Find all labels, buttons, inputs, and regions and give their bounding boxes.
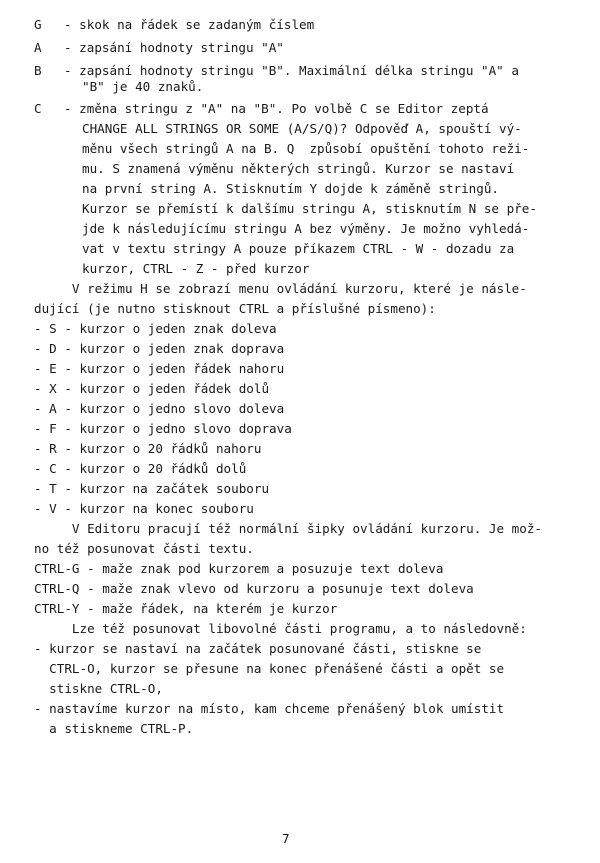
command-desc-c-line: - změna stringu z "A" na "B". Po volbě C se Editor zeptá [64, 101, 489, 116]
command-key-g: G [34, 17, 42, 32]
command-key-b: B [34, 63, 42, 78]
list-item: - E - kurzor o jeden řádek nahoru [34, 361, 285, 376]
paragraph-line: dující (je nutno stisknout CTRL a příslušné písmeno): [34, 301, 436, 316]
list-item: - C - kurzor o 20 řádků dolů [34, 461, 247, 476]
command-desc-c-line: kurzor, CTRL - Z - před kurzor [82, 261, 310, 276]
command-desc-c-line: vat v textu stringy A pouze příkazem CTRL - W - dozadu za [82, 241, 515, 256]
paragraph-line: CTRL-O, kurzor se přesune na konec přenášené části a opět se [34, 661, 505, 676]
paragraph-line: V režimu H se zobrazí menu ovládání kurzoru, které je násle- [34, 281, 527, 296]
paragraph-line: Lze též posunovat libovolné části programu, a to následovně: [34, 621, 527, 636]
command-desc-c-line: mu. S znamená výměnu některých stringů. Kurzor se nastaví [82, 161, 515, 176]
paragraph-line: no též posunovat části textu. [34, 541, 254, 556]
paragraph-line: - nastavíme kurzor na místo, kam chceme přenášený blok umístit [34, 701, 505, 716]
list-item: - V - kurzor na konec souboru [34, 501, 254, 516]
command-desc-b-line: - zapsání hodnoty stringu "B". Maximální délka stringu "A" a [64, 63, 519, 78]
list-item: CTRL-Y - maže řádek, na kterém je kurzor [34, 601, 338, 616]
list-item: CTRL-Q - maže znak vlevo od kurzoru a posunuje text doleva [34, 581, 474, 596]
command-desc-c-line: CHANGE ALL STRINGS OR SOME (A/S/Q)? Odpověď A, spouští vý- [82, 121, 522, 136]
list-item: - R - kurzor o 20 řádků nahoru [34, 441, 262, 456]
command-desc-c-line: na první string A. Stisknutím Y dojde k záměně stringů. [82, 181, 500, 196]
paragraph-line: - kurzor se nastaví na začátek posunované části, stiskne se [34, 641, 482, 656]
command-desc-a: - zapsání hodnoty stringu "A" [64, 40, 284, 55]
list-item: - F - kurzor o jedno slovo doprava [34, 421, 292, 436]
command-desc-b-line: "B" je 40 znaků. [82, 79, 204, 94]
page-number: 7 [282, 831, 290, 846]
command-desc-c-line: Kurzor se přemístí k dalšímu stringu A, stisknutím N se pře- [82, 201, 537, 216]
command-desc-g: - skok na řádek se zadaným číslem [64, 17, 315, 32]
list-item: - X - kurzor o jeden řádek dolů [34, 381, 270, 396]
paragraph-line: V Editoru pracují též normální šipky ovládání kurzoru. Je mož- [34, 521, 542, 536]
command-desc-c-line: jde k následujícímu stringu A bez výměny. Je možno vyhledá- [82, 221, 530, 236]
list-item: CTRL-G - maže znak pod kurzorem a posuzuje text doleva [34, 561, 444, 576]
paragraph-line: stiskne CTRL-O, [34, 681, 163, 696]
paragraph-line: a stiskneme CTRL-P. [34, 721, 194, 736]
list-item: - T - kurzor na začátek souboru [34, 481, 270, 496]
list-item: - A - kurzor o jedno slovo doleva [34, 401, 285, 416]
list-item: - S - kurzor o jeden znak doleva [34, 321, 277, 336]
list-item: - D - kurzor o jeden znak doprava [34, 341, 285, 356]
command-desc-c-line: měnu všech stringů A na B. Q způsobí opuštění tohoto reži- [82, 141, 530, 156]
command-key-a: A [34, 40, 42, 55]
command-key-c: C [34, 101, 42, 116]
